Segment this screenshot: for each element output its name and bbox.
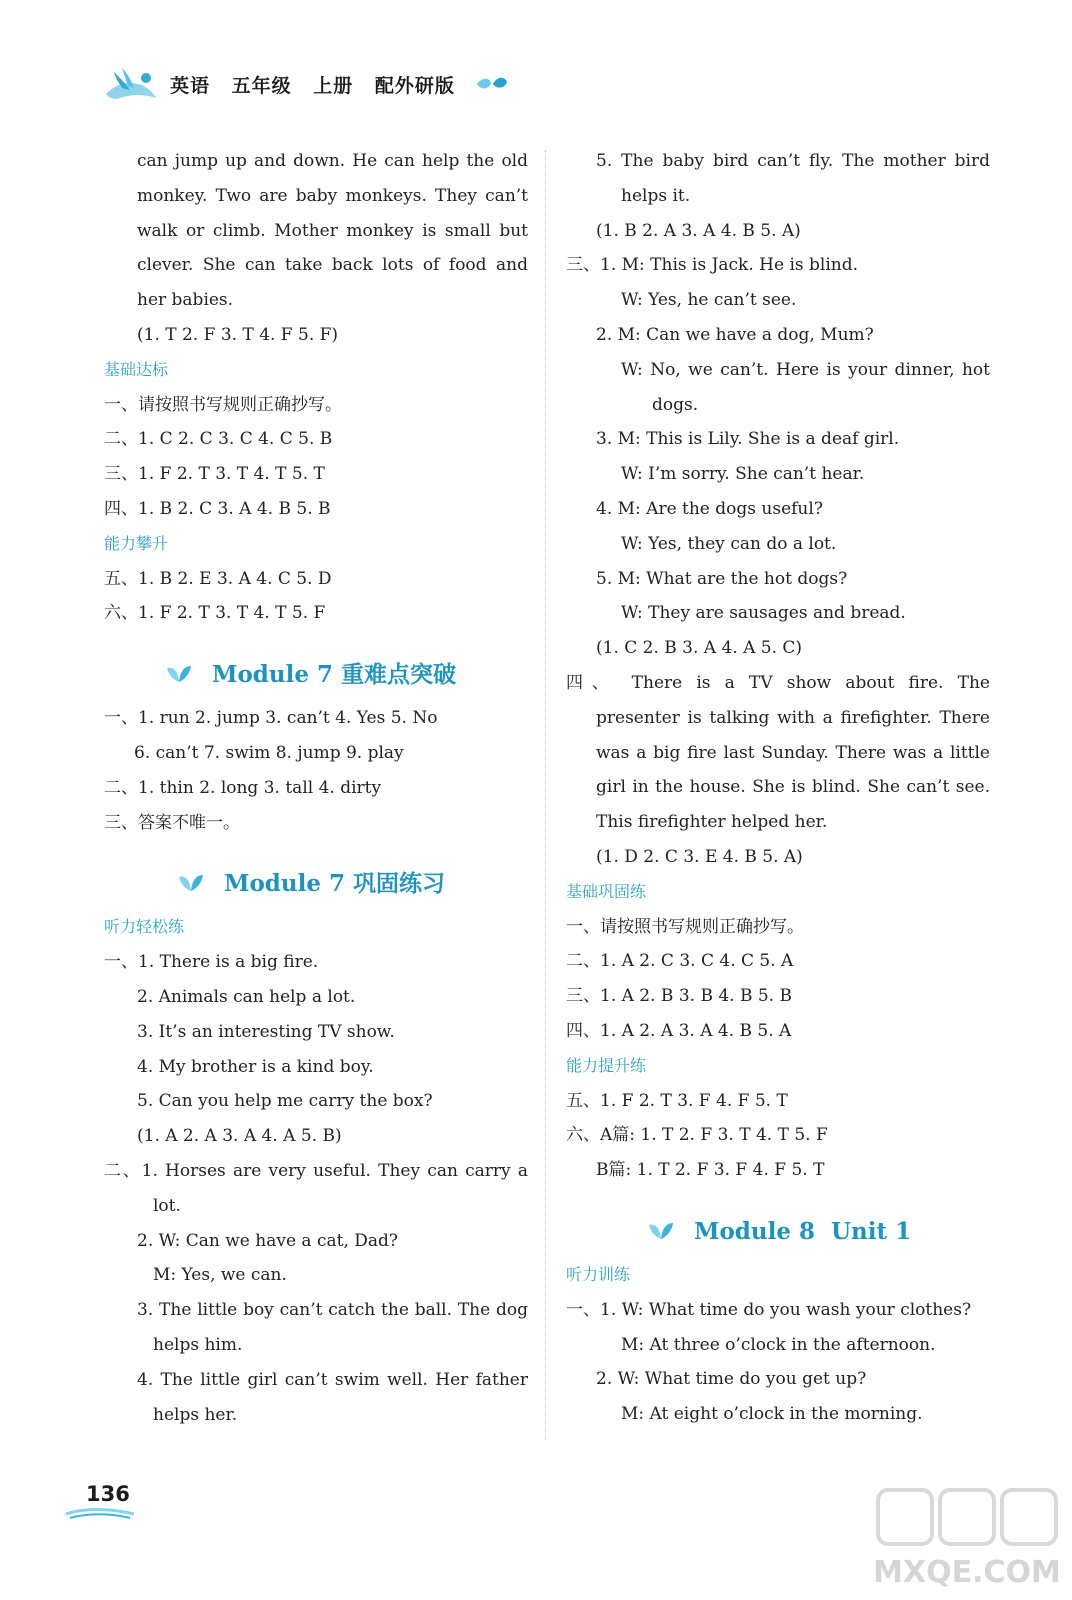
text-line: her babies. — [137, 290, 234, 311]
right-column — [566, 144, 990, 1432]
answer-line: lot. — [153, 1195, 181, 1216]
answer-line: 四、 There is a TV show about fire. The — [566, 672, 990, 693]
section-heading: 基础巩固练 — [566, 881, 647, 901]
leaf-ornament-icon — [475, 74, 509, 94]
page-header — [104, 64, 524, 104]
answer-line: 3. M: This is Lily. She is a deaf girl. — [596, 429, 900, 450]
answer-line: 一、1. run 2. jump 3. can’t 4. Yes 5. No — [104, 708, 438, 729]
answer-line: W: They are sausages and bread. — [621, 603, 906, 624]
column-divider — [545, 150, 546, 1440]
module-heading — [104, 649, 528, 701]
text-line: can jump up and down. He can help the old — [137, 151, 528, 171]
left-column — [104, 144, 528, 1432]
answer-line: 4. M: Are the dogs useful? — [596, 498, 823, 519]
answer-line: 二、1. C 2. C 3. C 4. C 5. B — [104, 429, 333, 450]
page-number — [64, 1480, 136, 1520]
answer-line: (1. D 2. C 3. E 4. B 5. A) — [596, 846, 803, 867]
answer-line: B篇: 1. T 2. F 3. F 4. F 5. T — [596, 1160, 825, 1181]
answer-line: 二、1. thin 2. long 3. tall 4. dirty — [104, 777, 382, 798]
watermark-logo — [872, 1484, 1062, 1592]
answer-line: (1. B 2. A 3. A 4. B 5. A) — [596, 220, 801, 241]
section-heading: 基础达标 — [104, 359, 169, 379]
section-heading: 能力攀升 — [104, 533, 169, 553]
answer-line: 五、1. B 2. E 3. A 4. C 5. D — [104, 568, 332, 589]
answer-line: (1. A 2. A 3. A 4. A 5. B) — [137, 1126, 342, 1147]
answer-line: 二、1. A 2. C 3. C 4. C 5. A — [566, 951, 794, 972]
leaf-icon — [648, 1221, 674, 1243]
svg-text:MXQE.COM: MXQE.COM — [873, 1555, 1061, 1590]
leaf-icon — [178, 873, 204, 895]
module-title: Module 8 Unit 1 — [694, 1217, 912, 1245]
answer-line: 三、1. A 2. B 3. B 4. B 5. B — [566, 986, 792, 1007]
answer-line: 4. The little girl can’t swim well. Her father — [137, 1369, 528, 1390]
answer-line: 四、1. A 2. A 3. A 4. B 5. A — [566, 1020, 792, 1041]
answer-line: 一、1. There is a big fire. — [104, 952, 319, 973]
text-line: walk or climb. Mother monkey is small but — [137, 220, 528, 241]
answer-line: W: I’m sorry. She can’t hear. — [621, 464, 865, 485]
answer-line: 2. M: Can we have a dog, Mum? — [596, 324, 874, 345]
answer-line: 6. can’t 7. swim 8. jump 9. play — [134, 742, 404, 763]
answer-line: 二、1. Horses are very useful. They can carry a — [104, 1160, 528, 1181]
text-line: monkey. Two are baby monkeys. They can’t — [137, 185, 528, 206]
answer-line: 5. The baby bird can’t fly. The mother bird — [596, 151, 990, 171]
answer-line: 5. Can you help me carry the box? — [137, 1091, 433, 1112]
answer-line: 三、1. M: This is Jack. He is blind. — [566, 255, 859, 276]
answer-line: helps it. — [621, 185, 691, 206]
section-heading: 听力训练 — [566, 1264, 631, 1284]
answer-line: 一、请按照书写规则正确抄写。 — [566, 916, 804, 937]
section-heading: 听力轻松练 — [104, 917, 185, 937]
answer-line: (1. C 2. B 3. A 4. A 5. C) — [596, 638, 803, 659]
answer-line: 一、1. W: What time do you wash your clothes? — [566, 1299, 972, 1320]
answer-line: girl in the house. She is blind. She can’t see. — [596, 777, 990, 798]
answer-line: 2. W: Can we have a cat, Dad? — [137, 1230, 399, 1251]
answer-line: This firefighter helped her. — [596, 812, 828, 833]
answer-line: (1. T 2. F 3. T 4. F 5. F) — [137, 324, 339, 345]
answer-line: 3. The little boy can’t catch the ball. The dog — [137, 1300, 528, 1321]
answer-line: 2. W: What time do you get up? — [596, 1369, 867, 1390]
answer-line: M: At eight o’clock in the morning. — [621, 1404, 923, 1425]
answer-line: M: Yes, we can. — [153, 1265, 287, 1286]
page-number-text: 136 — [86, 1482, 130, 1506]
answer-line: was a big fire last Sunday. There was a little — [596, 742, 990, 763]
answer-line: 一、请按照书写规则正确抄写。 — [104, 394, 342, 415]
answer-line: 2. Animals can help a lot. — [137, 986, 356, 1007]
answer-line: W: Yes, they can do a lot. — [621, 533, 837, 554]
answer-line: 六、A篇: 1. T 2. F 3. T 4. T 5. F — [566, 1125, 828, 1146]
answer-line: W: No, we can’t. Here is your dinner, hot — [621, 359, 990, 380]
bird-logo-icon — [104, 64, 158, 104]
module-title: Module 7 巩固练习 — [224, 870, 445, 898]
answer-line: 六、1. F 2. T 3. T 4. T 5. F — [104, 603, 326, 624]
answer-line: 三、1. F 2. T 3. T 4. T 5. T — [104, 464, 325, 485]
answer-line: 3. It’s an interesting TV show. — [137, 1021, 395, 1042]
answer-line: W: Yes, he can’t see. — [621, 290, 797, 311]
answer-line: 五、1. F 2. T 3. F 4. F 5. T — [566, 1090, 788, 1111]
answer-line: helps him. — [153, 1334, 243, 1355]
module-heading — [104, 858, 528, 910]
leaf-icon — [166, 664, 192, 686]
answer-line: 4. My brother is a kind boy. — [137, 1056, 374, 1077]
module-heading — [566, 1206, 990, 1258]
answer-line: 三、答案不唯一。 — [104, 812, 240, 833]
answer-line: 5. M: What are the hot dogs? — [596, 568, 848, 589]
text-line: clever. She can take back lots of food and — [137, 255, 528, 276]
answer-line: presenter is talking with a firefighter. There — [596, 707, 990, 728]
header-title: 英语 五年级 上册 配外研版 — [170, 74, 455, 97]
answer-line: dogs. — [652, 394, 699, 415]
answer-line: 四、1. B 2. C 3. A 4. B 5. B — [104, 498, 331, 519]
answer-line: M: At three o’clock in the afternoon. — [621, 1334, 936, 1355]
section-heading: 能力提升练 — [566, 1055, 647, 1075]
module-title: Module 7 重难点突破 — [212, 661, 456, 689]
answer-line: helps her. — [153, 1404, 238, 1425]
